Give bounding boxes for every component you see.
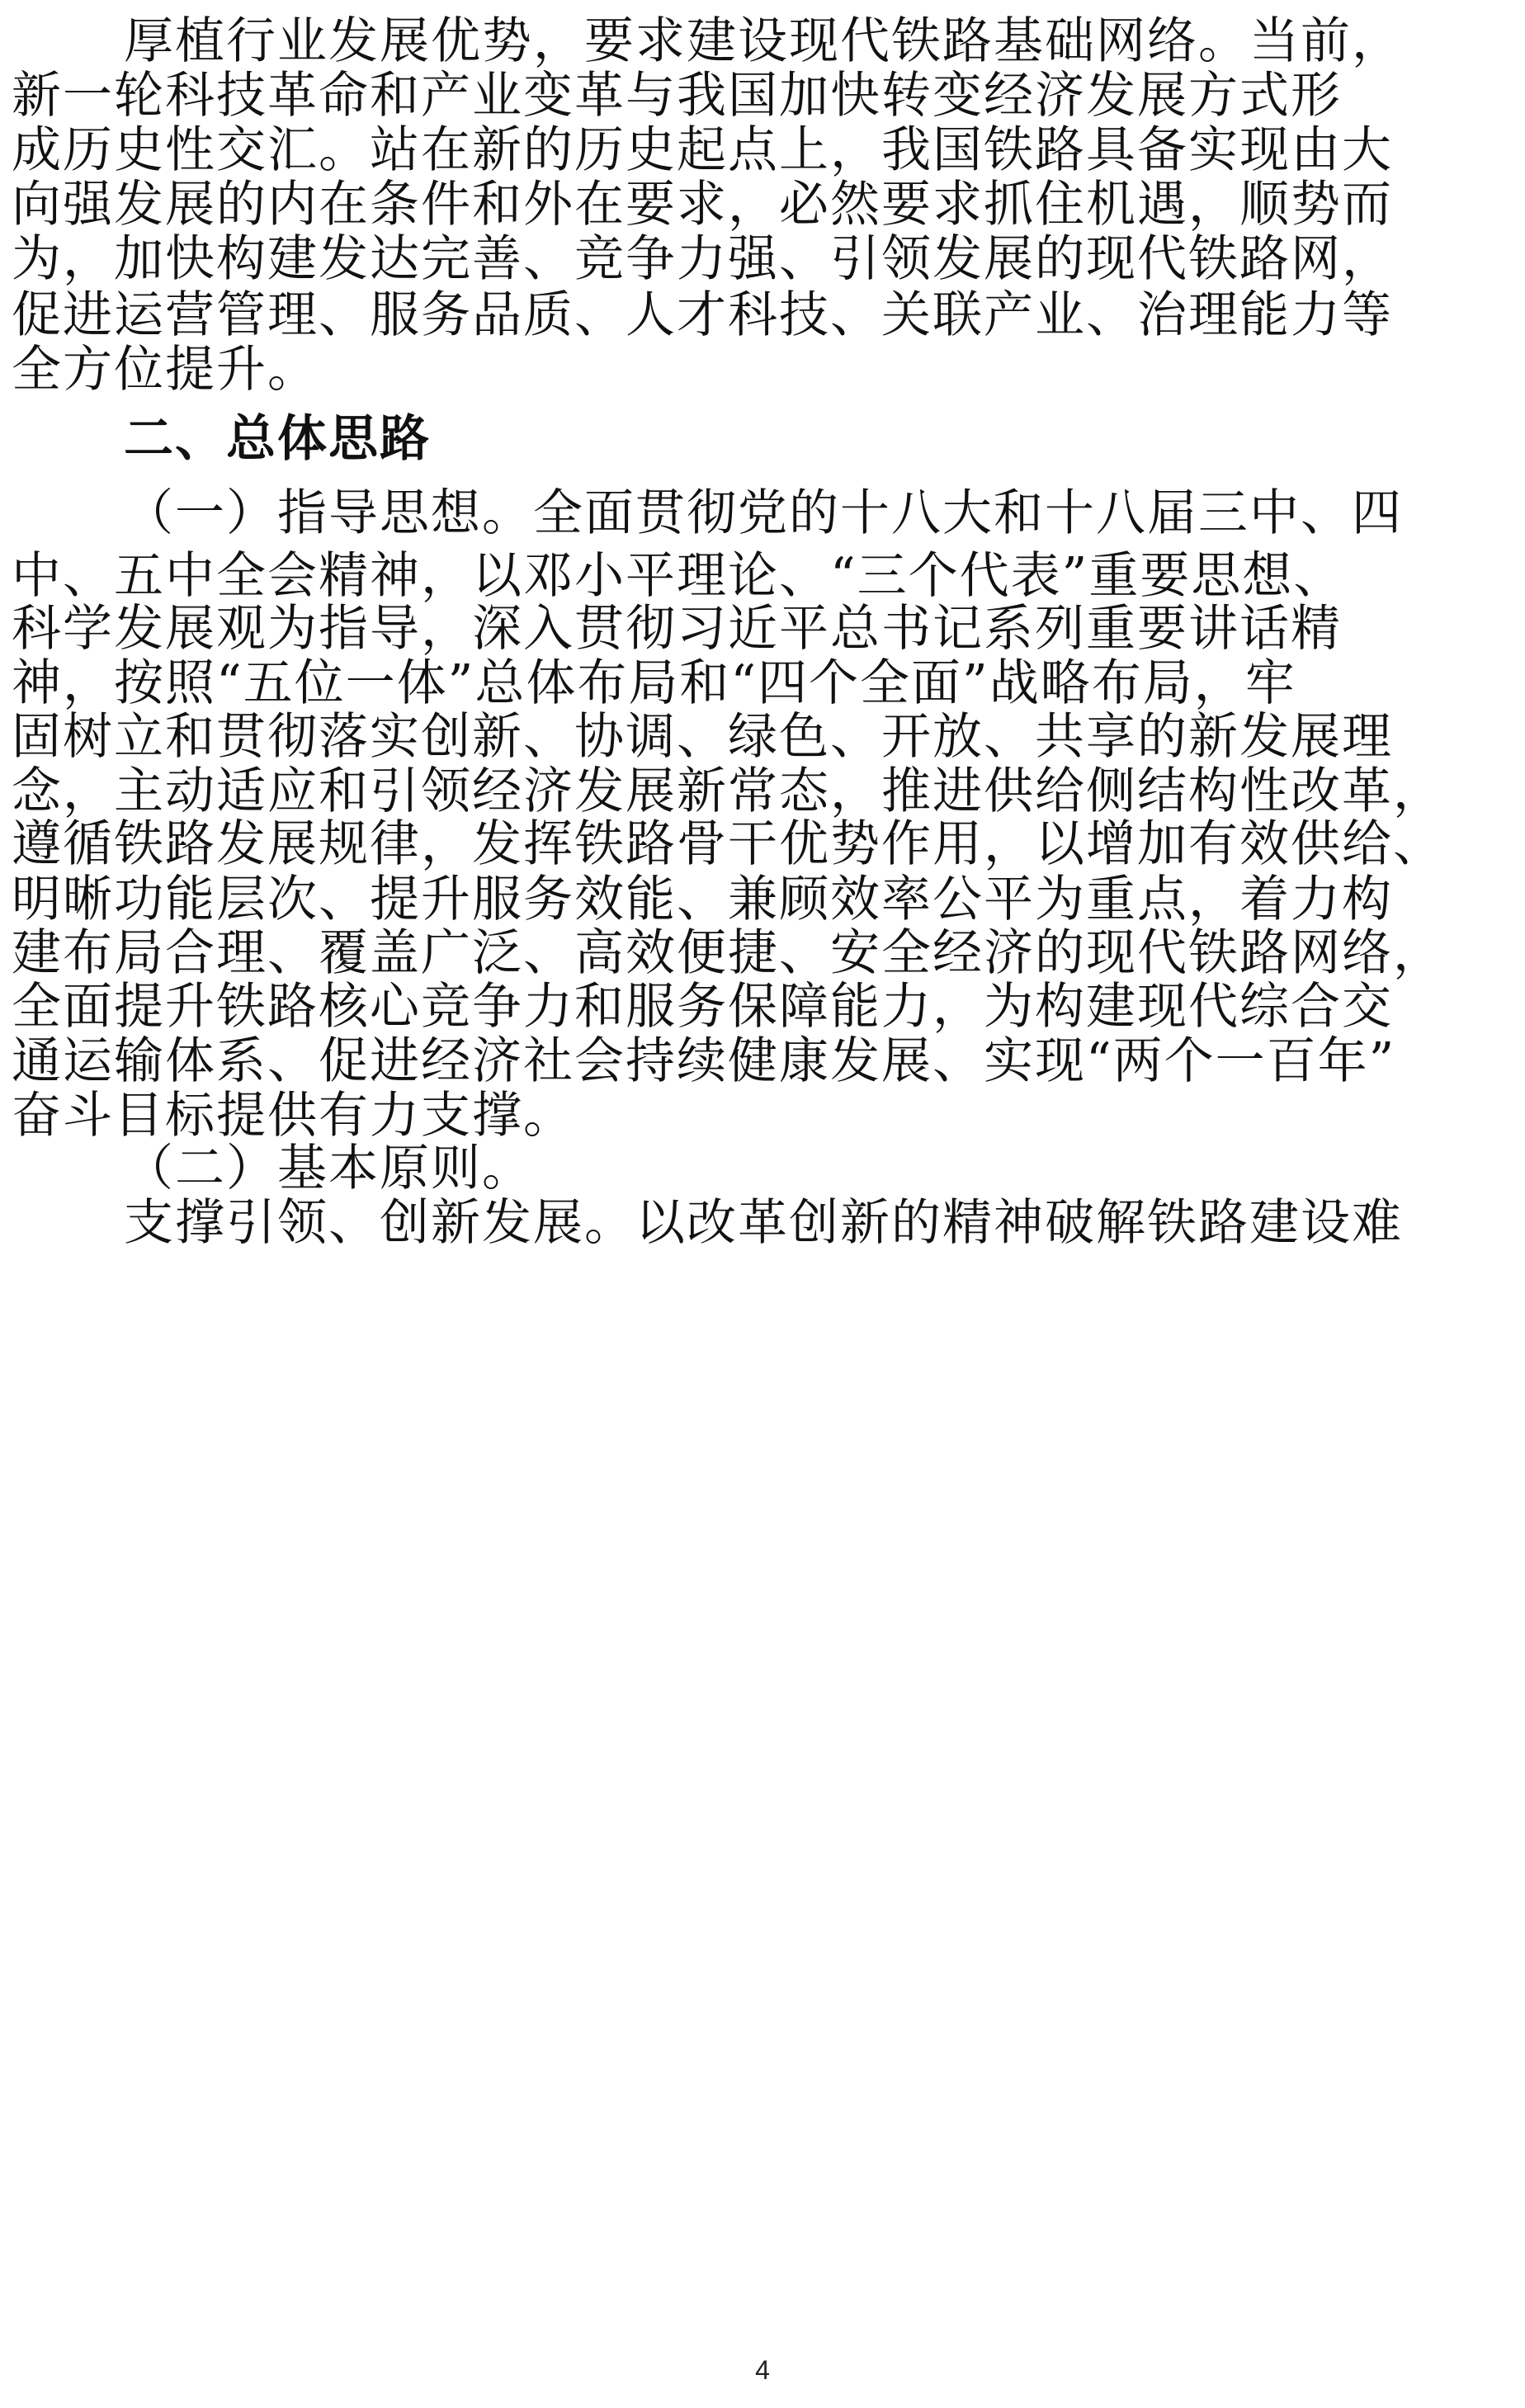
paragraph-line: 新一轮科技革命和产业变革与我国加快转变经济发展方式形 <box>12 67 1342 125</box>
paragraph-line: 固树立和贯彻落实创新、协调、绿色、开放、共享的新发展理 <box>12 708 1393 766</box>
paragraph-line: 全方位提升。 <box>12 341 319 399</box>
page-number: 4 <box>755 2355 770 2385</box>
paragraph-line: 神，按照“五位一体”总体布局和“四个全面”战略布局，牢 <box>12 654 1296 712</box>
paragraph-line: 促进运营管理、服务品质、人才科技、关联产业、治理能力等 <box>12 286 1393 344</box>
subsection-heading: （二）基本原则。 <box>124 1140 533 1197</box>
paragraph-line: 建布局合理、覆盖广泛、高效便捷、安全经济的现代铁路网络， <box>12 924 1444 982</box>
section-heading: 二、总体思路 <box>124 410 431 468</box>
paragraph-line: 遵循铁路发展规律，发挥铁路骨干优势作用，以增加有效供给、 <box>12 815 1444 873</box>
paragraph-line: 科学发展观为指导，深入贯彻习近平总书记系列重要讲话精 <box>12 600 1342 658</box>
paragraph-line: 厚植行业发展优势，要求建设现代铁路基础网络。当前， <box>124 12 1403 70</box>
paragraph-line: 成历史性交汇。站在新的历史起点上，我国铁路具备实现由大 <box>12 121 1393 179</box>
paragraph-line: 中、五中全会精神，以邓小平理论、“三个代表”重要思想、 <box>12 547 1345 605</box>
paragraph-line: 全面提升铁路核心竞争力和服务保障能力，为构建现代综合交 <box>12 978 1393 1036</box>
paragraph-line: 支撑引领、创新发展。以改革创新的精神破解铁路建设难 <box>124 1194 1403 1252</box>
paragraph-line: 为，加快构建发达完善、竞争力强、引领发展的现代铁路网， <box>12 230 1393 288</box>
paragraph-line: （一）指导思想。全面贯彻党的十八大和十八届三中、四 <box>124 484 1403 542</box>
paragraph-line: 通运输体系、促进经济社会持续健康发展、实现“两个一百年” <box>12 1032 1396 1090</box>
paragraph-line: 明晰功能层次、提升服务效能、兼顾效率公平为重点，着力构 <box>12 871 1393 928</box>
paragraph-line: 奋斗目标提供有力支撑。 <box>12 1087 574 1145</box>
paragraph-line: 向强发展的内在条件和外在要求，必然要求抓住机遇，顺势而 <box>12 176 1393 234</box>
paragraph-line: 念，主动适应和引领经济发展新常态，推进供给侧结构性改革， <box>12 763 1444 820</box>
